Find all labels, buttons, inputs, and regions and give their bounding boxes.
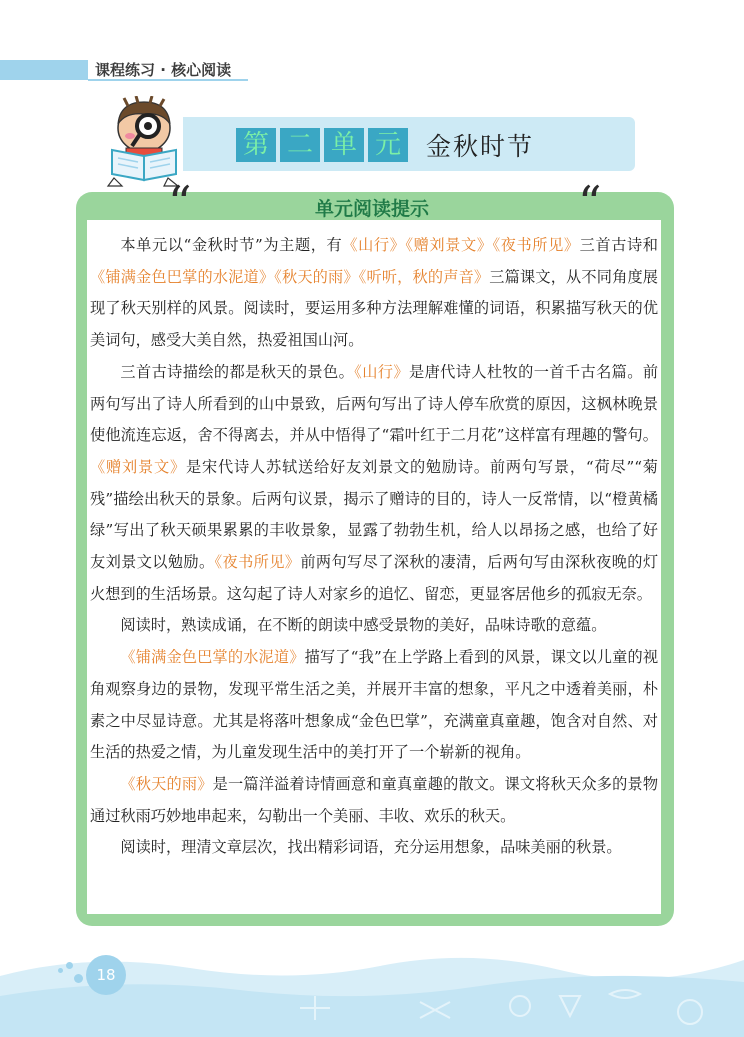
text-segment: 描写了“我”在上学路上看到的风景，课文以儿童的视角观察身边的景物，发现平常生活之美，并展开丰富的想象，平凡之中透着美丽，朴素之中尽显诗意。尤其是将落叶想象成“金色巴掌”，充满童真童趣，饱含对自然、对生活的热爱之情，为儿童发现生活中的美打开了一个崭新的视角。 [90, 648, 659, 762]
quote-mark-left-icon: “ [168, 176, 192, 230]
header-title: 课程练习 · 核心阅读 [95, 61, 232, 79]
paragraph [90, 832, 658, 864]
text-segment: 是一篇洋溢着诗情画意和童真童趣的散文。课文将秋天众多的景物通过秋雨巧妙地串起来，勾勒出一个美丽、丰收、欢乐的秋天。 [90, 774, 659, 825]
text-segment: 本单元以“金秋时节”为主题，有 [120, 236, 343, 254]
paragraph [90, 230, 658, 357]
reading-tips-text [90, 230, 658, 864]
unit-name: 金秋时节 [426, 132, 535, 161]
text-segment: 是唐代诗人杜牧的一首千古名篇。前两句写出了诗人所看到的山中景致，后两句写出了诗人停车欣赏的原因，这枫林晚景使他流连忘返，舍不得离去，并从中悟得了“霜叶红于二月花”这样富有理趣的警句。 [90, 362, 659, 445]
decor-dot [66, 962, 73, 969]
text-segment: 三篇课文，从不同角度展现了秋天别样的风景。阅读时，要运用多种方法理解难懂的词语，积累描写秋天的优美词句，感受大美自然，热爱祖国山河。 [90, 267, 658, 350]
highlighted-title: 《赠刘景文》 [90, 457, 186, 476]
paragraph [90, 357, 658, 611]
header-blue-block [0, 60, 88, 80]
paragraph [90, 642, 658, 769]
highlighted-title: 《山行》《赠刘景文》《夜书所见》 [342, 236, 580, 254]
text-segment: 阅读时，理清文章层次，找出精彩词语，充分运用想象，品味美丽的秋景。 [120, 838, 622, 857]
unit-char: 单 [324, 128, 364, 162]
paragraph [90, 610, 658, 642]
decor-dot [58, 968, 63, 973]
unit-label [236, 128, 408, 164]
unit-char: 第 [236, 128, 276, 162]
unit-char: 二 [280, 128, 320, 162]
page-number: 18 [86, 955, 126, 995]
text-segment: 三首古诗和 [579, 236, 658, 254]
header-bar [0, 58, 248, 82]
card-title: 单元阅读提示 [314, 198, 429, 220]
reading-child-mascot-icon [104, 96, 182, 188]
text-segment: 三首古诗描绘的都是秋天的景色。 [120, 362, 355, 381]
decor-dot [74, 974, 83, 983]
text-segment: 阅读时，熟读成诵，在不断的朗读中感受景物的美好，品味诗歌的意蕴。 [120, 616, 607, 635]
unit-char: 元 [368, 128, 408, 162]
highlighted-title: 《山行》 [354, 362, 409, 381]
highlighted-title: 《铺满金色巴掌的水泥道》 [120, 648, 305, 667]
paragraph [90, 769, 658, 832]
highlighted-title: 《铺满金色巴掌的水泥道》《秋天的雨》《听听，秋的声音》 [90, 267, 490, 286]
text-segment: 是宋代诗人苏轼送给好友刘景文的勉励诗。前两句写景，“荷尽”“菊残”描绘出秋天的景象。后两句议景，揭示了赠诗的目的，诗人一反常情，以“橙黄橘绿”写出了秋天硕果累累的丰收景象，显露了勃勃生机，给人以昂扬之感，也给了好友刘景文以勉励。 [90, 457, 658, 572]
quote-mark-right-icon: “ [578, 176, 602, 230]
highlighted-title: 《秋天的雨》 [120, 774, 213, 793]
highlighted-title: 《夜书所见》 [214, 553, 301, 572]
text-segment: 前两句写尽了深秋的凄清，后两句写由深秋夜晚的灯火想到的生活场景。这勾起了诗人对家乡的追忆、留恋，更显客居他乡的孤寂无奈。 [90, 553, 659, 603]
